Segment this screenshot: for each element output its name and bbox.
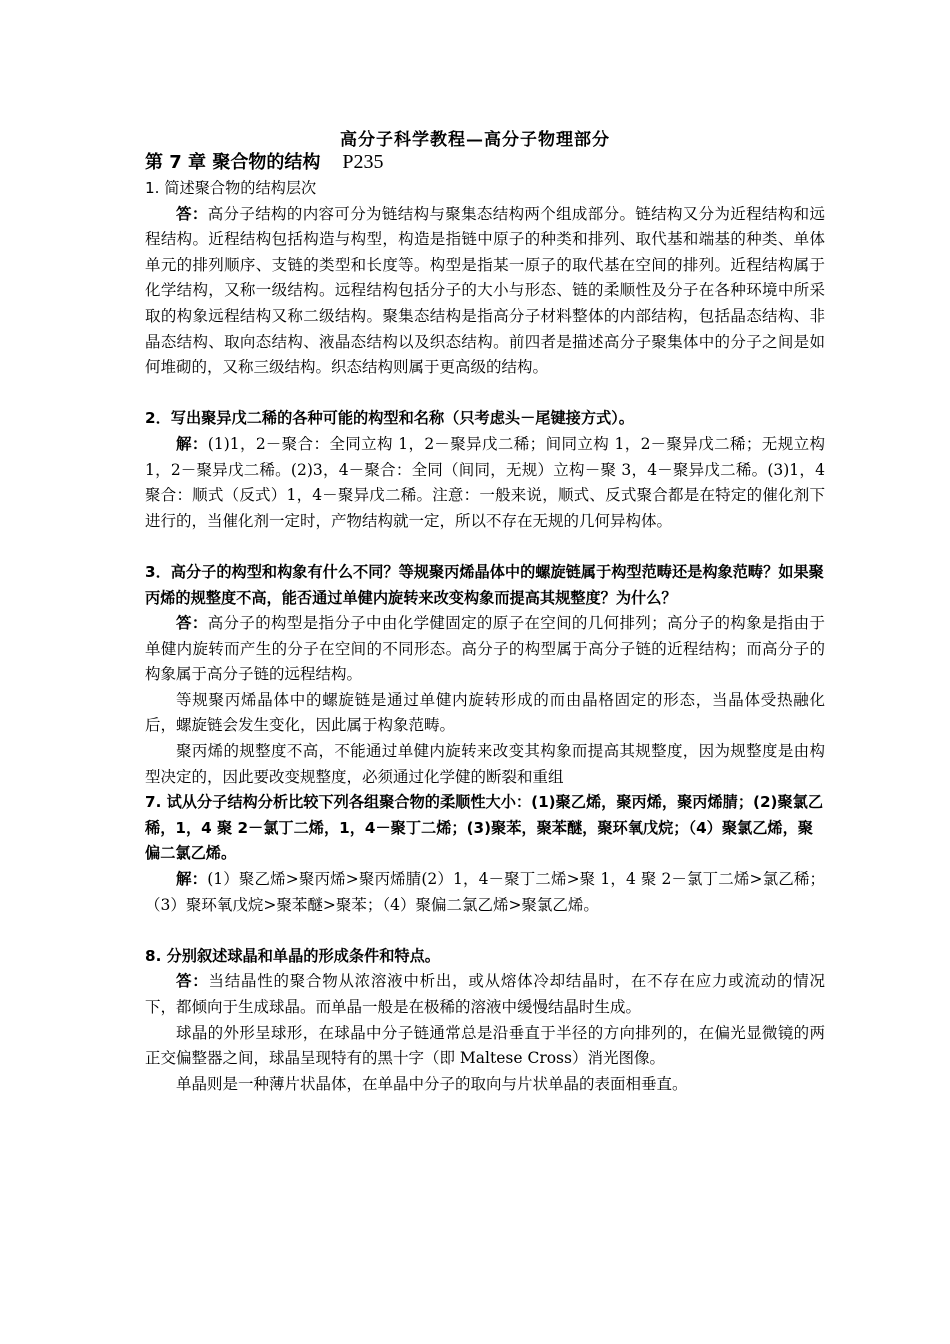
chapter-page-ref: P235 xyxy=(342,151,384,173)
answer-label: 解： xyxy=(176,434,208,453)
answer-text: (1)1，2－聚合：全同立构 1，2－聚异戊二稀；间同立构 1，2－聚异戊二稀；无规立构 1，2－聚异戊二稀。(2)3，4－聚合：全同（间同，无规）立构－聚 3，4－聚异戊二稀。(3)1，4 聚合：顺式（反式）1，4－聚异戊二稀。注意：一般来说，顺式、反式聚合都是在特定的催化剂下进行的，当催化剂一定时，产物结构就一定，所以不存在无规的几何异构体。 xyxy=(145,434,825,530)
answer-8 xyxy=(145,969,825,1020)
question-2: 2．写出聚异戊二稀的各种可能的构型和名称（只考虑头－尾键接方式）。 xyxy=(145,409,634,428)
question-1: 1. 简述聚合物的结构层次 xyxy=(145,179,317,197)
document-title: 高分子科学教程—高分子物理部分 xyxy=(340,130,610,150)
answer-7 xyxy=(145,867,825,918)
answer-text: 高分子的构型是指分子中由化学健固定的原子在空间的几何排列；高分子的构象是指由于单健内旋转而产生的分子在空间的不同形态。高分子的构型属于高分子链的近程结构；而高分子的构象属于高分子链的远程结构。 xyxy=(145,614,825,684)
document-body xyxy=(145,176,825,1097)
answer-label: 答： xyxy=(176,972,209,991)
answer-3-paragraph-3: 聚丙烯的规整度不高，不能通过单健内旋转来改变其构象而提高其规整度，因为规整度是由构型决定的，因此要改变规整度，必须通过化学健的断裂和重组 xyxy=(145,742,825,786)
question-3: 3．高分子的构型和构象有什么不同？等规聚丙烯晶体中的螺旋链属于构型范畴还是构象范畴？如果聚丙烯的规整度不高，能否通过单健内旋转来改变构象而提高其规整度？为什么？ xyxy=(145,562,824,607)
answer-2 xyxy=(145,432,825,534)
answer-8-paragraph-2: 球晶的外形呈球形，在球晶中分子链通常总是沿垂直于半径的方向排列的，在偏光显微镜的两正交偏整器之间，球晶呈现特有的黑十字（即 Maltese Cross）消光图像。 xyxy=(145,1023,825,1068)
answer-text: 当结晶性的聚合物从浓溶液中析出，或从熔体冷却结晶时，在不存在应力或流动的情况下，都倾向于生成球晶。而单晶一般是在极稀的溶液中缓慢结晶时生成。 xyxy=(145,972,825,1016)
question-7: 7. 试从分子结构分析比较下列各组聚合物的柔顺性大小：(1)聚乙烯，聚丙烯，聚丙烯腈；(2)聚氯乙稀，1，4 聚 2－氯丁二烯，1，4－聚丁二烯；(3)聚苯，聚苯醚，聚环氧戊烷；（4）聚氯乙烯，聚偏二氯乙烯。 xyxy=(145,793,824,863)
chapter-heading xyxy=(145,150,845,175)
question-8: 8. 分别叙述球晶和单晶的形成条件和特点。 xyxy=(145,946,440,965)
paragraph-gap xyxy=(145,381,825,407)
answer-label: 解： xyxy=(176,870,208,889)
answer-8-paragraph-3: 单晶则是一种薄片状晶体，在单晶中分子的取向与片状单晶的表面相垂直。 xyxy=(176,1074,688,1093)
chapter-title: 第 7 章 聚合物的结构 xyxy=(145,152,321,173)
answer-3 xyxy=(145,611,825,688)
answer-text: 高分子结构的内容可分为链结构与聚集态结构两个组成部分。链结构又分为近程结构和远程结构。近程结构包括构造与构型，构造是指链中原子的种类和排列、取代基和端基的种类、单体单元的排列顺序、支链的类型和长度等。构型是指某一原子的取代基在空间的排列。近程结构属于化学结构，又称一级结构。远程结构包括分子的大小与形态、链的柔顺性及分子在各种环境中所采取的构象远程结构又称二级结构。聚集态结构是指高分子材料整体的内部结构，包括晶态结构、非晶态结构、取向态结构、液晶态结构以及织态结构。前四者是描述高分子聚集体中的分子之间是如何堆砌的，又称三级结构。织态结构则属于更高级的结构。 xyxy=(145,204,825,377)
answer-label: 答： xyxy=(176,614,208,633)
answer-3-paragraph-2: 等规聚丙烯晶体中的螺旋链是通过单健内旋转形成的而由晶格固定的形态，当晶体受热融化后，螺旋链会发生变化，因此属于构象范畴。 xyxy=(145,690,825,735)
answer-text: (1）聚乙烯>聚丙烯>聚丙烯腈(2）1，4－聚丁二烯>聚 1，4 聚 2－氯丁二烯>氯乙稀；（3）聚环氧戊烷>聚苯醚>聚苯；（4）聚偏二氯乙烯>聚氯乙烯。 xyxy=(145,870,825,914)
answer-label: 答： xyxy=(176,204,208,223)
paragraph-gap xyxy=(145,918,825,944)
paragraph-gap xyxy=(145,534,825,560)
answer-1 xyxy=(145,202,825,381)
